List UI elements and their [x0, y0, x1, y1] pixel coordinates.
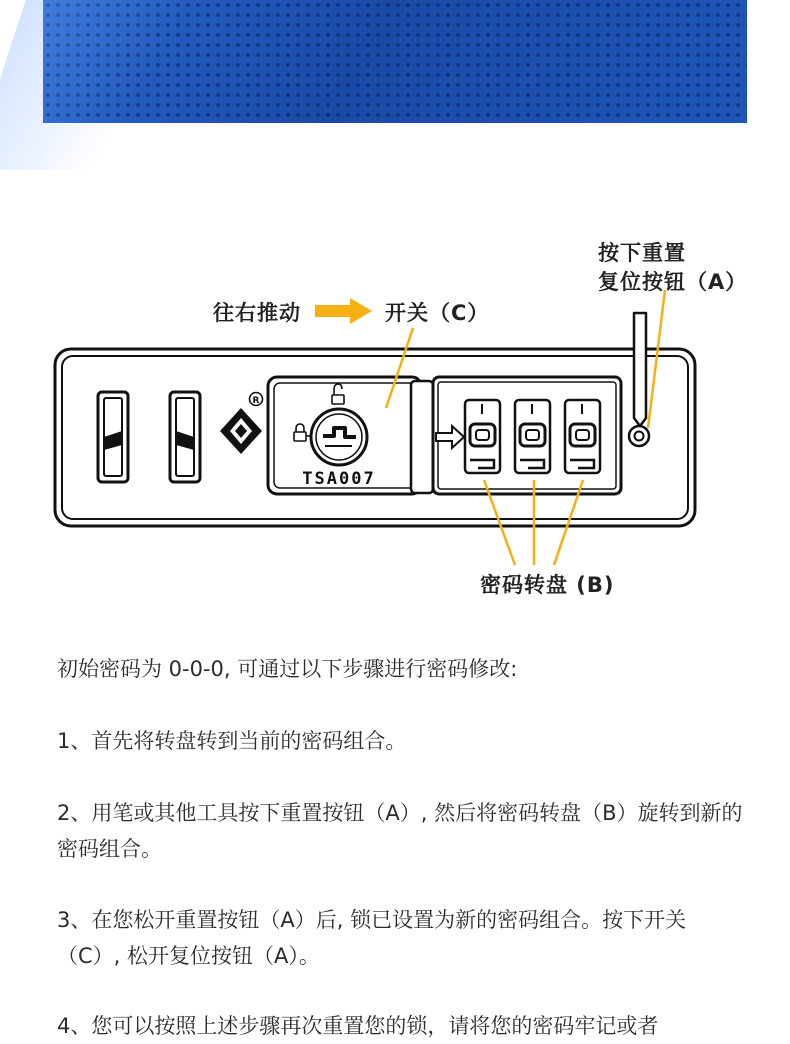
- label-reset-button-line2: 复位按钮（A）: [598, 270, 748, 294]
- intro-text: 初始密码为 0-0-0, 可通过以下步骤进行密码修改:: [57, 657, 518, 681]
- combination-dial-3: [565, 400, 600, 473]
- latch-slot-right: [170, 392, 200, 482]
- step-3-text: 3、在您松开重置按钮（A）后, 锁已设置为新的密码组合。按下开关（C）, 松开复位按钮（A）。: [57, 908, 687, 968]
- label-dials-b: 密码转盘 (B): [480, 573, 615, 597]
- svg-text:R: R: [252, 396, 260, 406]
- label-reset-button-line1: 按下重置: [598, 241, 686, 265]
- pen-tool: [634, 313, 646, 426]
- combination-dial-2: [515, 400, 550, 473]
- lock-model-text: TSA007: [302, 469, 376, 489]
- tsa-keyhole: [311, 409, 367, 465]
- switch-slider-tab: [411, 381, 433, 493]
- label-switch-c: 开关（C）: [385, 301, 490, 325]
- step-2-text: 2、用笔或其他工具按下重置按钮（A）, 然后将密码转盘（B）旋转到新的密码组合。: [57, 801, 743, 861]
- latch-slot-left: [98, 392, 128, 482]
- step-4-text: 4、您可以按照上述步骤再次重置您的锁，请将您的密码牢记或者: [57, 1014, 659, 1038]
- reset-button-a: [629, 426, 649, 446]
- push-right-arrow: [315, 298, 372, 324]
- combination-dial-1: [465, 400, 500, 473]
- step-1-text: 1、首先将转盘转到当前的密码组合。: [57, 729, 407, 753]
- label-push-right: 往右推动: [213, 301, 301, 325]
